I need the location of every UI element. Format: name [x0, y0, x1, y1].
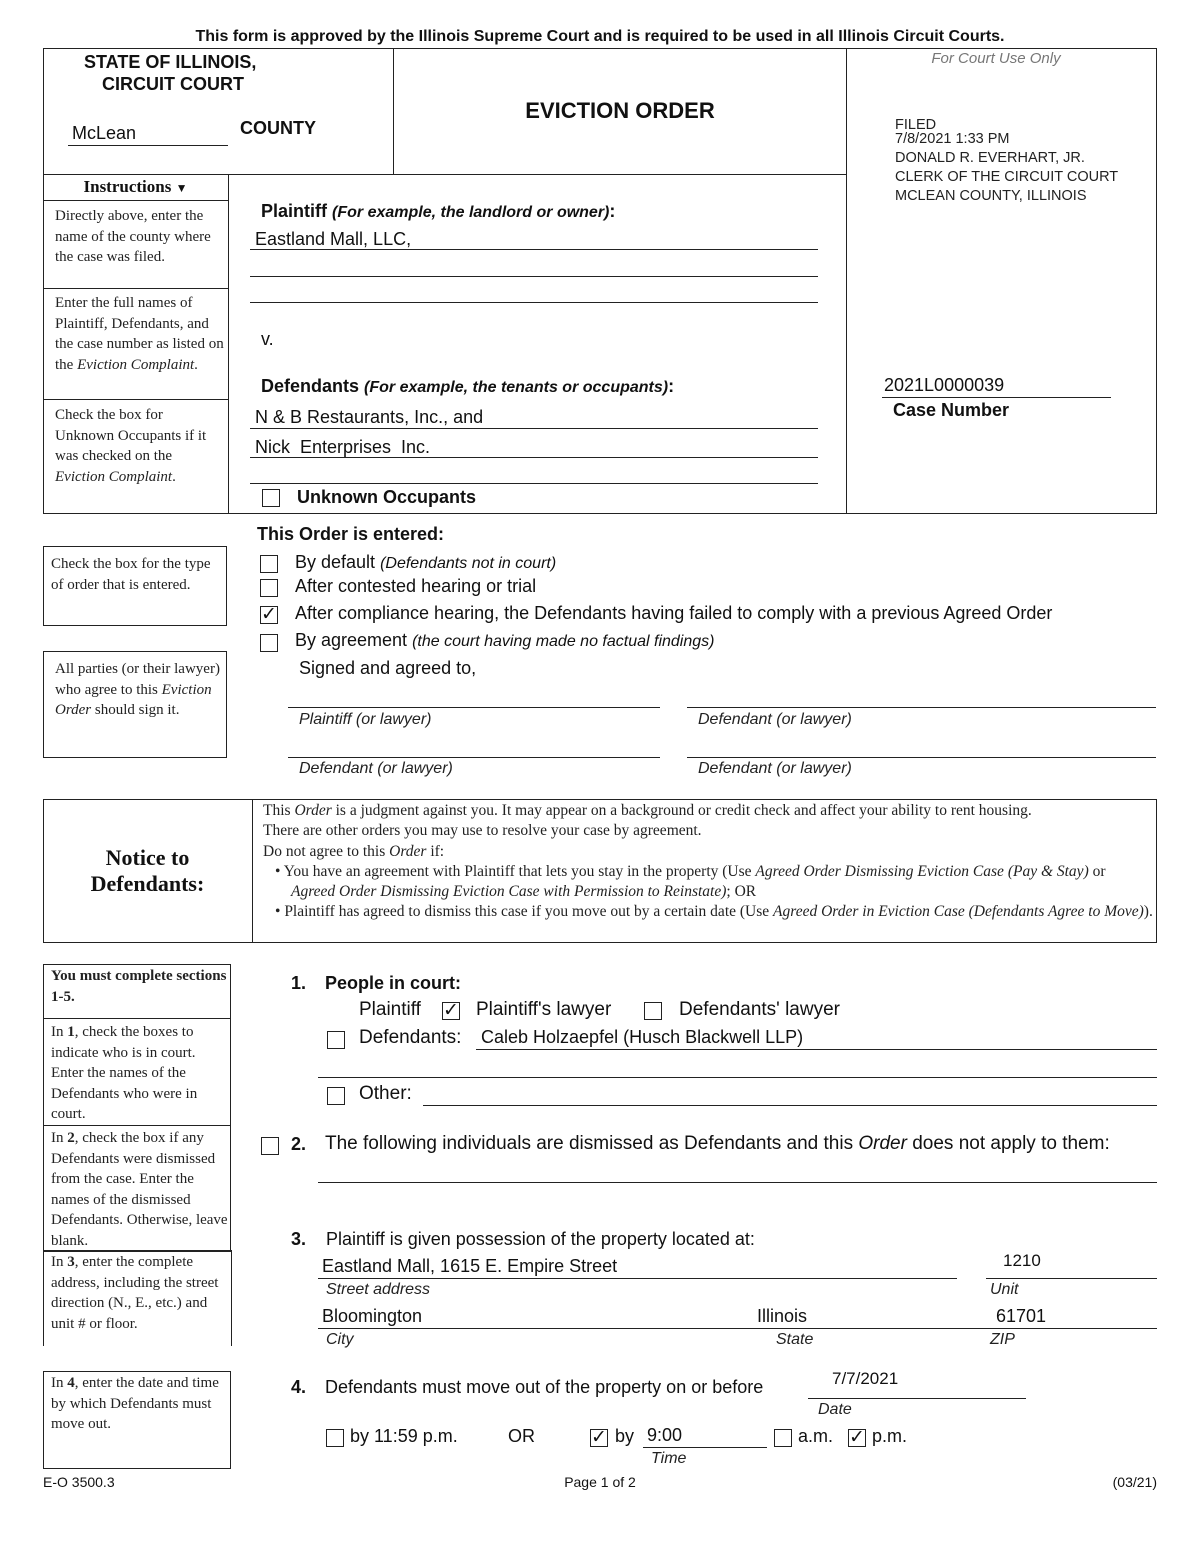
- notice-text: is a judgment against you. It may appear on a background or credit check and affect your ability to rent housing.: [335, 802, 1032, 819]
- instr-unknown-text: Check the box for Unknown Occupants if it was checked on the: [55, 407, 207, 464]
- or-label: OR: [508, 1426, 535, 1446]
- notice-para: [263, 842, 1153, 862]
- dismissed-defendants-checkbox[interactable]: [261, 1137, 279, 1155]
- by-default-checkbox[interactable]: [260, 555, 278, 573]
- time-line: [643, 1447, 767, 1448]
- other-present-checkbox[interactable]: [327, 1087, 345, 1105]
- state-label: State: [776, 1331, 814, 1348]
- filed-stamp-line: FILED: [895, 117, 937, 133]
- dismissed-defendants-field[interactable]: [318, 1182, 1157, 1183]
- by-label: by: [615, 1426, 635, 1446]
- plaintiffs-lawyer-label: Plaintiff's lawyer: [476, 999, 612, 1020]
- unit-label: Unit: [990, 1281, 1019, 1298]
- note-text: , enter the complete address, including the street direction (N., E., etc.) and unit # or floor.: [51, 1254, 219, 1332]
- other-present-field[interactable]: [423, 1105, 1157, 1106]
- section2-number: 2.: [291, 1134, 307, 1154]
- section4-text: Defendants must move out of the property on or before: [325, 1377, 764, 1397]
- defendant-line: [250, 428, 818, 429]
- filed-stamp-line: MCLEAN COUNTY, ILLINOIS: [895, 188, 1087, 204]
- defendants-label: Defendants: [261, 376, 360, 396]
- instr-unknown-italic: Eviction Complaint: [55, 468, 173, 485]
- notice-text: Plaintiff has agreed to dismiss this case if you move out by a certain date (Use: [284, 903, 770, 921]
- divider: [252, 799, 253, 943]
- plaintiff-present-checkbox[interactable]: ✓: [443, 999, 459, 1021]
- form-revision: (03/21): [1112, 1474, 1157, 1490]
- by-default-label: [295, 552, 556, 573]
- versus: v.: [261, 329, 274, 349]
- notice-italic: (Pay & Stay): [1007, 862, 1089, 880]
- contested-hearing-label: After contested hearing or trial: [295, 576, 537, 596]
- street-address-field[interactable]: Eastland Mall, 1615 E. Empire Street: [322, 1256, 618, 1276]
- zip-field[interactable]: 61701: [996, 1306, 1047, 1326]
- section4-number: 4.: [291, 1377, 307, 1397]
- defendants-present-checkbox[interactable]: [327, 1031, 345, 1049]
- by-1159-label: by 11:59 p.m.: [350, 1426, 458, 1446]
- defendant-2-field[interactable]: Nick Enterprises Inc.: [255, 437, 431, 457]
- note-text: In: [51, 1024, 64, 1040]
- signature-note-text: All parties (or their lawyer) who agree to this: [55, 661, 220, 698]
- plaintiff-line: [250, 249, 818, 250]
- section3-note: [51, 1252, 229, 1334]
- divider: [43, 1125, 231, 1126]
- note-text: , check the boxes to indicate who is in court. Enter the names of the Defendants who were in court.: [51, 1024, 198, 1122]
- court-use-label: For Court Use Only: [931, 50, 1061, 67]
- notice-body: [263, 801, 1153, 923]
- section1-number: 1.: [291, 973, 307, 993]
- notice-italic: (Defendants Agree to Move): [968, 903, 1144, 921]
- defendants-heading: Defendants (For example, the tenants or occupants):: [261, 376, 675, 396]
- street-address-label: Street address: [326, 1281, 431, 1298]
- signature-line-defendant[interactable]: [288, 757, 660, 758]
- notice-italic: Order: [389, 842, 427, 860]
- notice-text: Do not agree to this: [263, 842, 386, 860]
- by-default-text: By default: [295, 552, 376, 572]
- plaintiff-present-label: Plaintiff: [359, 999, 421, 1020]
- section1-note: [51, 1022, 229, 1125]
- time-label: Time: [651, 1450, 687, 1467]
- date-label: Date: [818, 1401, 852, 1418]
- city-line: [318, 1328, 1157, 1329]
- by-agreement-hint: (the court having made no factual findings): [412, 633, 715, 650]
- defendants-lawyer-checkbox[interactable]: [644, 1002, 662, 1020]
- divider: [43, 1018, 231, 1019]
- divider: [43, 1250, 44, 1346]
- notice-text: You have an agreement with Plaintiff that lets you stay in the property (Use: [283, 862, 752, 880]
- defendants-hint: (For example, the tenants or occupants): [364, 379, 669, 396]
- notice-text: This: [263, 802, 291, 819]
- defendants-present-label: Defendants:: [359, 1027, 462, 1048]
- caret-down-icon: ▼: [175, 181, 188, 195]
- contested-hearing-checkbox[interactable]: [260, 579, 278, 597]
- divider: [846, 48, 847, 514]
- notice-text: ; OR: [726, 883, 757, 901]
- form-code: E-O 3500.3: [43, 1474, 115, 1490]
- notice-italic: Agreed Order in Eviction Case: [773, 903, 965, 921]
- unknown-occupants-label: Unknown Occupants: [297, 487, 477, 507]
- case-number-field[interactable]: 2021L0000039: [884, 375, 1005, 395]
- divider: [43, 174, 846, 175]
- case-number-label: Case Number: [893, 400, 1010, 420]
- city-field[interactable]: Bloomington: [322, 1306, 423, 1326]
- county-underline: [68, 145, 228, 146]
- section3-number: 3.: [291, 1229, 307, 1249]
- other-present-label: Other:: [359, 1083, 412, 1104]
- case-number-underline: [882, 397, 1111, 398]
- signature-note-italic: Eviction Order: [55, 681, 212, 718]
- section2-text-part: The following individuals are dismissed as Defendants and this: [325, 1133, 854, 1154]
- divider: [43, 288, 228, 289]
- state-field[interactable]: Illinois: [757, 1306, 808, 1326]
- notice-title: [43, 845, 252, 897]
- notice-para: There are other orders you may use to resolve your case by agreement.: [263, 822, 702, 840]
- by-agreement-text: By agreement: [295, 630, 408, 650]
- section2-italic: Order: [858, 1133, 907, 1154]
- signature-note: [55, 659, 223, 721]
- note-bold: 2: [67, 1130, 75, 1146]
- notice-text: ).: [1143, 903, 1153, 921]
- signed-agreed: Signed and agreed to,: [299, 658, 477, 678]
- notice-para: [263, 801, 1153, 821]
- note-bold: 3: [67, 1254, 75, 1270]
- filed-stamp: [895, 116, 1118, 206]
- defendant-sign-label: Defendant (or lawyer): [698, 760, 852, 777]
- section4-note: [51, 1373, 229, 1435]
- pm-checkbox[interactable]: ✓: [849, 1426, 865, 1448]
- section3-heading: Plaintiff is given possession of the property located at:: [326, 1229, 755, 1249]
- defendants-present-line: [476, 1049, 1157, 1050]
- divider: [231, 1250, 232, 1346]
- plaintiff-line: [250, 302, 818, 303]
- am-checkbox[interactable]: [774, 1429, 792, 1447]
- section1-heading: People in court:: [325, 973, 462, 993]
- compliance-hearing-checkbox[interactable]: ✓: [261, 603, 277, 625]
- filed-stamp-line: 7/8/2021 1:33 PM: [895, 131, 1010, 147]
- filed-stamp-line: CLERK OF THE CIRCUIT COURT: [895, 169, 1119, 185]
- signature-note-text: should sign it.: [94, 702, 180, 718]
- note-bold: 1: [67, 1024, 75, 1040]
- order-type-note: Check the box for the type of order that is entered.: [51, 556, 211, 593]
- state-line1: STATE OF ILLINOIS,: [84, 52, 257, 72]
- filed-stamp-line: DONALD R. EVERHART, JR.: [895, 150, 1085, 166]
- county-field[interactable]: McLean: [72, 123, 137, 143]
- instr-names-note: Enter the full names of Plaintiff, Defendants, and the case number as listed on the Eviction Complaint.: [55, 295, 224, 373]
- by-agreement-checkbox[interactable]: [260, 634, 278, 652]
- by-default-hint: (Defendants not in court): [380, 555, 557, 572]
- section2-note: [51, 1128, 229, 1251]
- instructions-title[interactable]: [43, 177, 228, 197]
- plaintiff-heading: Plaintiff (For example, the landlord or owner):: [261, 201, 616, 221]
- note-text: In: [51, 1375, 64, 1391]
- by-time-checkbox[interactable]: ✓: [591, 1426, 607, 1448]
- approval-notice: This form is approved by the Illinois Supreme Court and is required to be used in all Illinois Circuit Courts.: [195, 28, 1005, 45]
- defendant-line: [250, 457, 818, 458]
- notice-text: or: [1092, 862, 1106, 880]
- zip-label: ZIP: [990, 1331, 1015, 1348]
- defendant-sign-label: Defendant (or lawyer): [698, 711, 852, 728]
- note-text: In: [51, 1130, 64, 1146]
- defendants-lawyer-label: Defendants' lawyer: [679, 999, 840, 1020]
- notice-bullet: • You have an agreement with Plaintiff that lets you stay in the property (Use Agreed Order Dismissing Eviction Case (Pay & Stay) or Agreed Order Dismissing Eviction Case with Permission to Reinstate); OR: [275, 862, 1106, 901]
- notice-bullet: • Plaintiff has agreed to dismiss this case if you move out by a certain date (Use Agreed Order in Eviction Case (Defendants Agree to Move)).: [275, 903, 1153, 921]
- state-line2: CIRCUIT COURT: [102, 74, 244, 94]
- am-label: a.m.: [798, 1426, 834, 1446]
- unit-line: [986, 1278, 1157, 1279]
- county-label: COUNTY: [240, 118, 316, 138]
- divider: [43, 200, 228, 201]
- plaintiff-sign-label: Plaintiff (or lawyer): [299, 711, 432, 728]
- instructions-title-text: Instructions: [83, 177, 172, 196]
- defendants-present-line: [318, 1077, 1157, 1078]
- note-bold: 4: [67, 1375, 75, 1391]
- plaintiff-label: Plaintiff: [261, 201, 327, 221]
- instr-unknown-note: Check the box for Unknown Occupants if it was checked on the Eviction Complaint.: [55, 407, 207, 485]
- divider: [228, 174, 229, 514]
- move-out-time-field[interactable]: 9:00: [647, 1425, 683, 1445]
- page-number: Page 1 of 2: [564, 1474, 636, 1490]
- section2-text-part: does not apply to them:: [912, 1133, 1110, 1154]
- order-entered-heading: This Order is entered:: [257, 524, 445, 544]
- date-line: [808, 1398, 1026, 1399]
- notice-text: if:: [430, 842, 445, 860]
- notice-italic: Order: [294, 802, 332, 819]
- compliance-hearing-label: After compliance hearing, the Defendants having failed to comply with a previous Agreed Order: [295, 603, 1053, 623]
- plaintiff-name-field[interactable]: Eastland Mall, LLC,: [255, 229, 412, 249]
- note-text: In: [51, 1254, 64, 1270]
- must-complete-note: You must complete sections 1-5.: [51, 968, 227, 1005]
- plaintiff-hint: (For example, the landlord or owner): [332, 204, 610, 221]
- instr-names-italic: Eviction Complaint: [77, 356, 195, 373]
- defendant-line: [250, 483, 818, 484]
- section2-text: [325, 1133, 1110, 1155]
- note-text: , enter the date and time by which Defendants must move out.: [51, 1375, 219, 1432]
- move-out-date-field[interactable]: 7/7/2021: [832, 1369, 899, 1388]
- city-label: City: [326, 1331, 354, 1348]
- unknown-occupants-checkbox[interactable]: [262, 489, 280, 507]
- divider: [43, 399, 228, 400]
- signature-line-plaintiff[interactable]: [288, 707, 660, 708]
- instr-names-text: Enter the full names of Plaintiff, Defendants, and the case number as listed on the: [55, 295, 224, 373]
- notice-title-line: Defendants:: [90, 871, 205, 896]
- defendant-1-field[interactable]: N & B Restaurants, Inc., and: [255, 407, 484, 427]
- by-1159-checkbox[interactable]: [326, 1429, 344, 1447]
- signature-line-defendant[interactable]: [687, 707, 1156, 708]
- plaintiff-line: [250, 276, 818, 277]
- street-line: [318, 1278, 957, 1279]
- instr-county-note: Directly above, enter the name of the county where the case was filed.: [55, 208, 211, 265]
- divider: [43, 1250, 231, 1251]
- by-agreement-label: [295, 630, 714, 651]
- signature-line-defendant[interactable]: [687, 757, 1156, 758]
- notice-title-line: Notice to: [105, 845, 190, 870]
- notice-italic: Agreed Order Dismissing Eviction Case: [755, 862, 1004, 880]
- form-title: EVICTION ORDER: [525, 98, 715, 123]
- defendant-sign-label: Defendant (or lawyer): [299, 760, 453, 777]
- defendants-present-field[interactable]: Caleb Holzaepfel (Husch Blackwell LLP): [481, 1027, 804, 1047]
- note-text: , check the box if any Defendants were dismissed from the case. Enter the names of the dismissed Defendants. Otherwise, leave blank.: [51, 1130, 228, 1249]
- notice-italic: Agreed Order Dismissing Eviction Case with Permission to Reinstate): [291, 883, 727, 901]
- pm-label: p.m.: [872, 1426, 908, 1446]
- unit-field[interactable]: 1210: [1003, 1251, 1041, 1270]
